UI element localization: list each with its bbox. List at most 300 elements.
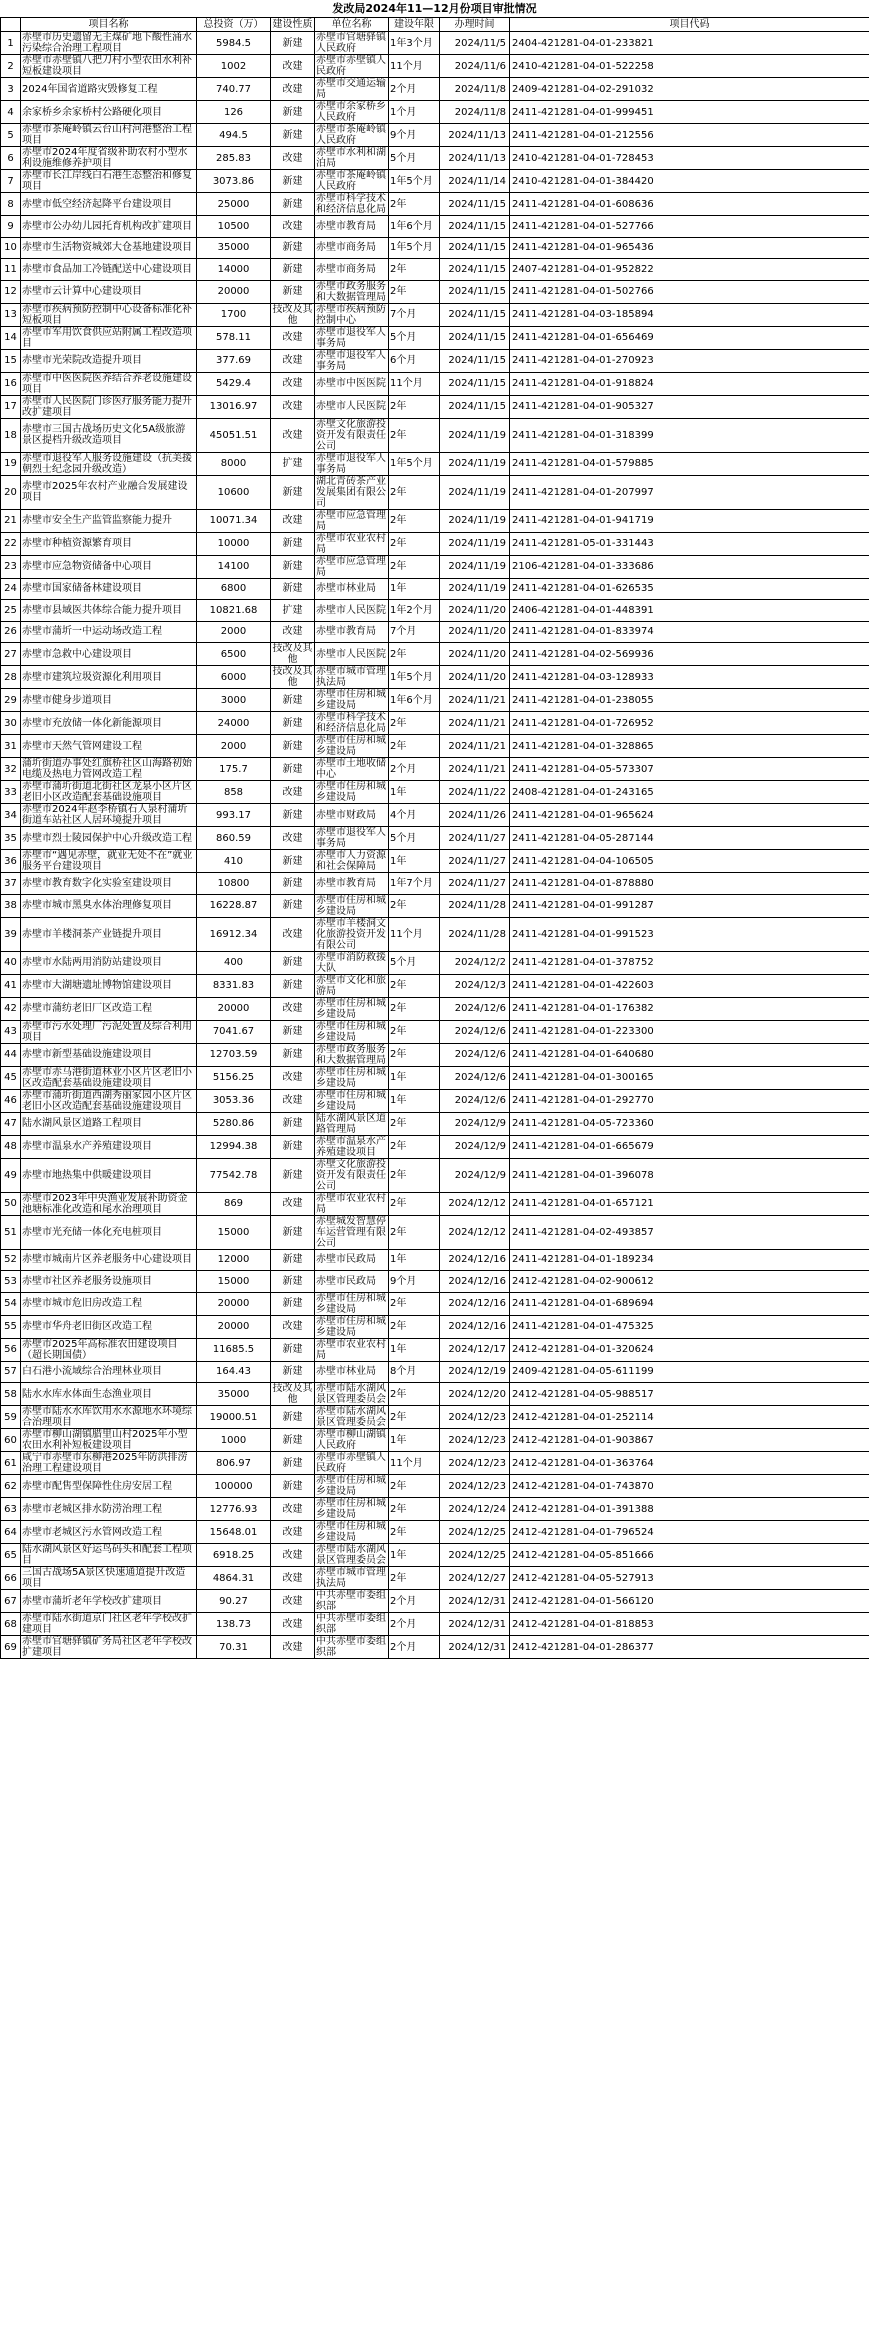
- cell-construction-period: 2年: [389, 418, 440, 452]
- cell-project-code: 2410-421281-04-01-522258: [510, 55, 869, 78]
- cell-unit-name: 赤壁市人力资源和社会保障局: [315, 850, 389, 873]
- cell-processing-date: 2024/12/25: [440, 1521, 510, 1544]
- table-row: [1, 101, 869, 124]
- cell-construction-type: 改建: [271, 827, 315, 850]
- cell-construction-period: 2年: [389, 1158, 440, 1192]
- cell-project-code: 2411-421281-04-05-573307: [510, 758, 869, 781]
- cell-construction-period: 1年: [389, 1249, 440, 1271]
- cell-project-code: 2411-421281-04-01-207997: [510, 475, 869, 509]
- cell-index: 34: [1, 804, 21, 827]
- cell-project-name: 赤壁市官塘驿镇矿务局社区老年学校改扩建项目: [21, 1636, 197, 1659]
- cell-total-investment: 24000: [197, 712, 271, 735]
- cell-project-name: 赤壁市蒲圻街道北街社区龙泉小区片区老旧小区改造配套基础设施项目: [21, 781, 197, 804]
- cell-project-code: 2411-421281-04-01-665679: [510, 1135, 869, 1158]
- cell-unit-name: 赤壁市商务局: [315, 237, 389, 259]
- cell-construction-period: 1年7个月: [389, 873, 440, 895]
- table-row: [1, 1406, 869, 1429]
- cell-index: 57: [1, 1361, 21, 1383]
- cell-unit-name: 赤壁市商务局: [315, 259, 389, 281]
- cell-construction-type: 新建: [271, 1452, 315, 1475]
- table-row: [1, 326, 869, 349]
- cell-unit-name: 赤壁市应急管理局: [315, 555, 389, 578]
- cell-project-name: 赤壁市赤马港街道林业小区片区老旧小区改造配套基础设施建设项目: [21, 1066, 197, 1089]
- cell-processing-date: 2024/11/8: [440, 78, 510, 101]
- cell-construction-period: 9个月: [389, 124, 440, 147]
- cell-construction-type: 改建: [271, 509, 315, 532]
- cell-total-investment: 806.97: [197, 1452, 271, 1475]
- cell-construction-type: 改建: [271, 418, 315, 452]
- cell-project-name: 赤壁市长江岸线白石港生态整治和修复项目: [21, 170, 197, 193]
- cell-unit-name: 赤壁市住房和城乡建设局: [315, 1521, 389, 1544]
- cell-total-investment: 90.27: [197, 1590, 271, 1613]
- cell-index: 60: [1, 1429, 21, 1452]
- cell-unit-name: 赤壁市中医医院: [315, 372, 389, 395]
- cell-processing-date: 2024/12/9: [440, 1112, 510, 1135]
- cell-construction-type: 改建: [271, 395, 315, 418]
- cell-project-code: 2411-421281-04-01-833974: [510, 621, 869, 643]
- cell-construction-period: 5个月: [389, 326, 440, 349]
- cell-construction-period: 2年: [389, 643, 440, 666]
- cell-unit-name: 赤壁市文化和旅游局: [315, 974, 389, 997]
- cell-project-code: 2106-421281-04-01-333686: [510, 555, 869, 578]
- cell-processing-date: 2024/12/23: [440, 1475, 510, 1498]
- cell-index: 67: [1, 1590, 21, 1613]
- cell-processing-date: 2024/11/26: [440, 804, 510, 827]
- table-row: [1, 1135, 869, 1158]
- cell-processing-date: 2024/12/20: [440, 1383, 510, 1406]
- cell-unit-name: 赤壁市消防救援大队: [315, 951, 389, 974]
- cell-construction-period: 2年: [389, 395, 440, 418]
- cell-total-investment: 175.7: [197, 758, 271, 781]
- cell-construction-period: 1年6个月: [389, 689, 440, 712]
- cell-processing-date: 2024/11/27: [440, 827, 510, 850]
- cell-project-code: 2412-421281-04-01-363764: [510, 1452, 869, 1475]
- table-row: [1, 555, 869, 578]
- cell-construction-type: 新建: [271, 578, 315, 600]
- cell-unit-name: 赤壁市官塘驿镇人民政府: [315, 32, 389, 55]
- cell-unit-name: 赤壁市住房和城乡建设局: [315, 689, 389, 712]
- table-row: [1, 32, 869, 55]
- cell-processing-date: 2024/11/21: [440, 735, 510, 758]
- table-header: [1, 18, 869, 32]
- cell-index: 51: [1, 1215, 21, 1249]
- cell-index: 20: [1, 475, 21, 509]
- table-row: [1, 1315, 869, 1338]
- cell-project-name: 赤壁市新型基础设施建设项目: [21, 1043, 197, 1066]
- cell-construction-type: 新建: [271, 894, 315, 917]
- cell-project-name: 赤壁市云计算中心建设项目: [21, 280, 197, 303]
- table-row: [1, 917, 869, 951]
- table-row: [1, 78, 869, 101]
- cell-index: 55: [1, 1315, 21, 1338]
- cell-project-code: 2409-421281-04-02-291032: [510, 78, 869, 101]
- cell-project-name: 2024年国省道路灾毁修复工程: [21, 78, 197, 101]
- cell-construction-type: 改建: [271, 349, 315, 372]
- cell-processing-date: 2024/11/20: [440, 621, 510, 643]
- cell-construction-type: 新建: [271, 1112, 315, 1135]
- cell-total-investment: 126: [197, 101, 271, 124]
- cell-construction-period: 2年: [389, 1521, 440, 1544]
- cell-project-name: 赤壁市建筑垃圾资源化利用项目: [21, 666, 197, 689]
- table-row: [1, 850, 869, 873]
- cell-construction-period: 2年: [389, 1498, 440, 1521]
- cell-total-investment: 2000: [197, 735, 271, 758]
- cell-construction-period: 5个月: [389, 951, 440, 974]
- cell-index: 36: [1, 850, 21, 873]
- cell-unit-name: 赤壁市住房和城乡建设局: [315, 1089, 389, 1112]
- cell-total-investment: 14100: [197, 555, 271, 578]
- cell-project-code: 2411-421281-04-01-656469: [510, 326, 869, 349]
- cell-project-name: 赤壁市配售型保障性住房安居工程: [21, 1475, 197, 1498]
- cell-construction-period: 2年: [389, 1135, 440, 1158]
- cell-construction-type: 改建: [271, 1567, 315, 1590]
- cell-project-code: 2410-421281-04-01-384420: [510, 170, 869, 193]
- cell-construction-period: 2年: [389, 974, 440, 997]
- document-title: 发改局2024年11—12月份项目审批情况: [332, 2, 537, 15]
- cell-construction-period: 5个月: [389, 147, 440, 170]
- table-row: [1, 804, 869, 827]
- cell-project-name: 赤壁市人民医院门诊医疗服务能力提升改扩建项目: [21, 395, 197, 418]
- cell-index: 14: [1, 326, 21, 349]
- cell-construction-period: 2年: [389, 193, 440, 216]
- cell-total-investment: 12000: [197, 1249, 271, 1271]
- cell-unit-name: 赤壁市财政局: [315, 804, 389, 827]
- cell-construction-period: 2年: [389, 1043, 440, 1066]
- cell-processing-date: 2024/11/15: [440, 326, 510, 349]
- cell-total-investment: 5984.5: [197, 32, 271, 55]
- cell-construction-period: 2年: [389, 1215, 440, 1249]
- cell-processing-date: 2024/12/12: [440, 1215, 510, 1249]
- cell-project-name: 赤壁市疾病预防控制中心设备标准化补短板项目: [21, 303, 197, 326]
- cell-total-investment: 5429.4: [197, 372, 271, 395]
- cell-project-name: 赤壁市温泉水产养殖建设项目: [21, 1135, 197, 1158]
- cell-construction-period: 1年: [389, 1089, 440, 1112]
- cell-unit-name: 赤壁市退役军人事务局: [315, 349, 389, 372]
- cell-total-investment: 19000.51: [197, 1406, 271, 1429]
- cell-project-code: 2411-421281-04-01-640680: [510, 1043, 869, 1066]
- cell-index: 27: [1, 643, 21, 666]
- table-row: [1, 1215, 869, 1249]
- cell-unit-name: 赤壁市土地收储中心: [315, 758, 389, 781]
- cell-project-code: 2411-421281-04-02-493857: [510, 1215, 869, 1249]
- cell-unit-name: 赤壁市林业局: [315, 578, 389, 600]
- cell-construction-type: 新建: [271, 712, 315, 735]
- cell-index: 46: [1, 1089, 21, 1112]
- cell-processing-date: 2024/11/20: [440, 643, 510, 666]
- cell-project-code: 2406-421281-04-01-448391: [510, 600, 869, 622]
- table-row: [1, 600, 869, 622]
- cell-unit-name: 赤壁市教育局: [315, 216, 389, 238]
- cell-total-investment: 740.77: [197, 78, 271, 101]
- cell-total-investment: 100000: [197, 1475, 271, 1498]
- cell-total-investment: 16228.87: [197, 894, 271, 917]
- cell-project-name: 赤壁市地热集中供暖建设项目: [21, 1158, 197, 1192]
- table-row: [1, 1043, 869, 1066]
- cell-total-investment: 2000: [197, 621, 271, 643]
- cell-construction-period: 1年: [389, 781, 440, 804]
- cell-processing-date: 2024/11/28: [440, 894, 510, 917]
- cell-processing-date: 2024/11/5: [440, 32, 510, 55]
- cell-total-investment: 138.73: [197, 1613, 271, 1636]
- cell-unit-name: 赤壁市应急管理局: [315, 509, 389, 532]
- cell-index: 39: [1, 917, 21, 951]
- cell-index: 35: [1, 827, 21, 850]
- cell-project-code: 2412-421281-04-01-320624: [510, 1338, 869, 1361]
- cell-project-code: 2411-421281-04-01-689694: [510, 1292, 869, 1315]
- cell-project-code: 2412-421281-04-05-988517: [510, 1383, 869, 1406]
- cell-processing-date: 2024/11/15: [440, 193, 510, 216]
- cell-index: 1: [1, 32, 21, 55]
- cell-project-code: 2411-421281-04-01-502766: [510, 280, 869, 303]
- cell-project-code: 2411-421281-04-01-726952: [510, 712, 869, 735]
- cell-construction-period: 2年: [389, 1292, 440, 1315]
- cell-construction-period: 2年: [389, 509, 440, 532]
- cell-construction-type: 新建: [271, 124, 315, 147]
- cell-total-investment: 3073.86: [197, 170, 271, 193]
- table-row: [1, 1383, 869, 1406]
- cell-unit-name: 赤壁市民政局: [315, 1249, 389, 1271]
- cell-construction-period: 2年: [389, 1112, 440, 1135]
- cell-construction-type: 新建: [271, 280, 315, 303]
- cell-processing-date: 2024/11/13: [440, 147, 510, 170]
- cell-total-investment: 3053.36: [197, 1089, 271, 1112]
- cell-processing-date: 2024/12/16: [440, 1249, 510, 1271]
- cell-index: 32: [1, 758, 21, 781]
- cell-processing-date: 2024/11/22: [440, 781, 510, 804]
- cell-processing-date: 2024/11/6: [440, 55, 510, 78]
- cell-unit-name: 赤壁市住房和城乡建设局: [315, 1292, 389, 1315]
- cell-index: 2: [1, 55, 21, 78]
- cell-unit-name: 赤壁市人民医院: [315, 643, 389, 666]
- cell-project-name: 赤壁市茶庵岭镇云台山村河港整治工程项目: [21, 124, 197, 147]
- cell-unit-name: 赤壁市赤壁镇人民政府: [315, 55, 389, 78]
- cell-unit-name: 赤壁市住房和城乡建设局: [315, 997, 389, 1020]
- cell-unit-name: 湖北青砖茶产业发展集团有限公司: [315, 475, 389, 509]
- cell-project-code: 2411-421281-04-01-579885: [510, 452, 869, 475]
- cell-total-investment: 1700: [197, 303, 271, 326]
- cell-unit-name: 赤壁市交通运输局: [315, 78, 389, 101]
- cell-construction-type: 新建: [271, 1475, 315, 1498]
- cell-construction-type: 新建: [271, 758, 315, 781]
- cell-index: 29: [1, 689, 21, 712]
- cell-index: 65: [1, 1544, 21, 1567]
- cell-total-investment: 25000: [197, 193, 271, 216]
- cell-index: 23: [1, 555, 21, 578]
- cell-construction-type: 改建: [271, 216, 315, 238]
- cell-unit-name: 赤壁市林业局: [315, 1361, 389, 1383]
- cell-processing-date: 2024/11/15: [440, 216, 510, 238]
- cell-construction-type: 改建: [271, 1315, 315, 1338]
- cell-unit-name: 中共赤壁市委组织部: [315, 1613, 389, 1636]
- header-processing-date: 办理时间: [440, 18, 510, 32]
- cell-construction-type: 改建: [271, 55, 315, 78]
- cell-processing-date: 2024/12/2: [440, 951, 510, 974]
- cell-project-name: 赤壁市充放储一体化新能源项目: [21, 712, 197, 735]
- cell-unit-name: 赤壁市民政局: [315, 1271, 389, 1293]
- cell-unit-name: 赤壁市科学技术和经济信息化局: [315, 712, 389, 735]
- cell-index: 6: [1, 147, 21, 170]
- cell-construction-type: 新建: [271, 193, 315, 216]
- cell-unit-name: 赤壁市温泉水产养殖建设项目: [315, 1135, 389, 1158]
- cell-construction-type: 新建: [271, 237, 315, 259]
- cell-project-code: 2411-421281-04-01-527766: [510, 216, 869, 238]
- cell-project-name: 赤壁市“遇见赤壁，就业无处不在”就业服务平台建设项目: [21, 850, 197, 873]
- cell-unit-name: 赤壁市陆水湖风景区管理委员会: [315, 1406, 389, 1429]
- cell-project-code: 2412-421281-04-01-286377: [510, 1636, 869, 1659]
- cell-processing-date: 2024/11/15: [440, 349, 510, 372]
- cell-index: 11: [1, 259, 21, 281]
- cell-index: 3: [1, 78, 21, 101]
- cell-project-code: 2411-421281-04-01-176382: [510, 997, 869, 1020]
- cell-project-name: 赤壁市国家储备林建设项目: [21, 578, 197, 600]
- cell-processing-date: 2024/11/20: [440, 666, 510, 689]
- cell-construction-period: 6个月: [389, 349, 440, 372]
- table-row: [1, 1544, 869, 1567]
- cell-total-investment: 10800: [197, 873, 271, 895]
- cell-index: 4: [1, 101, 21, 124]
- cell-index: 31: [1, 735, 21, 758]
- cell-processing-date: 2024/12/16: [440, 1271, 510, 1293]
- table-row: [1, 1429, 869, 1452]
- cell-construction-period: 2年: [389, 894, 440, 917]
- cell-construction-period: 1年: [389, 1066, 440, 1089]
- cell-index: 63: [1, 1498, 21, 1521]
- cell-construction-period: 2个月: [389, 1590, 440, 1613]
- cell-unit-name: 赤壁市退役军人事务局: [315, 326, 389, 349]
- table-row: [1, 170, 869, 193]
- cell-processing-date: 2024/11/19: [440, 418, 510, 452]
- cell-processing-date: 2024/12/16: [440, 1315, 510, 1338]
- cell-construction-type: 技改及其他: [272, 643, 313, 665]
- cell-construction-period: 11个月: [389, 1452, 440, 1475]
- cell-construction-period: 1年5个月: [389, 170, 440, 193]
- cell-construction-period: 2年: [389, 475, 440, 509]
- cell-processing-date: 2024/11/14: [440, 170, 510, 193]
- table-row: [1, 395, 869, 418]
- cell-index: 12: [1, 280, 21, 303]
- cell-construction-type: 扩建: [271, 452, 315, 475]
- cell-index: 5: [1, 124, 21, 147]
- table-row: [1, 712, 869, 735]
- cell-project-name: 咸宁市赤壁市东柳港2025年防洪排涝治理工程建设项目: [21, 1452, 197, 1475]
- cell-index: 64: [1, 1521, 21, 1544]
- cell-construction-period: 1年5个月: [389, 237, 440, 259]
- cell-construction-type: 扩建: [271, 600, 315, 622]
- table-row: [1, 1020, 869, 1043]
- cell-project-code: 2411-421281-04-01-270923: [510, 349, 869, 372]
- header-row: [1, 18, 869, 32]
- table-row: [1, 280, 869, 303]
- cell-project-name: 陆水湖风景区道路工程项目: [21, 1112, 197, 1135]
- cell-index: 54: [1, 1292, 21, 1315]
- cell-project-name: 赤壁市柳山湖镇腊里山村2025年小型农田水利补短板建设项目: [21, 1429, 197, 1452]
- cell-project-name: 陆水湖风景区好运鸟码头和配套工程项目: [21, 1544, 197, 1567]
- cell-total-investment: 377.69: [197, 349, 271, 372]
- cell-project-name: 赤壁市教育数字化实验室建设项目: [21, 873, 197, 895]
- cell-unit-name: 赤壁市茶庵岭镇人民政府: [315, 124, 389, 147]
- cell-construction-period: 2年: [389, 1406, 440, 1429]
- cell-construction-type: 新建: [271, 689, 315, 712]
- table-row: [1, 303, 869, 326]
- cell-unit-name: 赤壁市住房和城乡建设局: [315, 894, 389, 917]
- cell-project-name: 赤壁市蒲圻一中运动场改造工程: [21, 621, 197, 643]
- cell-total-investment: 20000: [197, 1315, 271, 1338]
- cell-index: 22: [1, 532, 21, 555]
- cell-construction-type: 新建: [271, 1406, 315, 1429]
- cell-index: 42: [1, 997, 21, 1020]
- cell-total-investment: 494.5: [197, 124, 271, 147]
- cell-processing-date: 2024/11/27: [440, 850, 510, 873]
- cell-project-code: 2412-421281-04-02-900612: [510, 1271, 869, 1293]
- cell-index: 56: [1, 1338, 21, 1361]
- cell-project-code: 2411-421281-04-01-905327: [510, 395, 869, 418]
- cell-processing-date: 2024/11/19: [440, 452, 510, 475]
- cell-total-investment: 77542.78: [197, 1158, 271, 1192]
- cell-project-code: 2411-421281-04-01-991287: [510, 894, 869, 917]
- cell-project-code: 2411-421281-04-01-941719: [510, 509, 869, 532]
- table-row: [1, 259, 869, 281]
- cell-construction-type: 新建: [271, 1215, 315, 1249]
- cell-construction-period: 2年: [389, 532, 440, 555]
- cell-total-investment: 20000: [197, 1292, 271, 1315]
- cell-processing-date: 2024/12/23: [440, 1406, 510, 1429]
- cell-unit-name: 赤壁市人民医院: [315, 600, 389, 622]
- cell-unit-name: 赤壁市农业农村局: [315, 1192, 389, 1215]
- cell-project-code: 2411-421281-04-01-328865: [510, 735, 869, 758]
- cell-construction-type: 改建: [271, 372, 315, 395]
- cell-project-name: 赤壁市生活物资城郊大仓基地建设项目: [21, 237, 197, 259]
- cell-index: 45: [1, 1066, 21, 1089]
- cell-construction-period: 2年: [389, 1383, 440, 1406]
- cell-project-name: 赤壁市城市危旧房改造工程: [21, 1292, 197, 1315]
- cell-project-code: 2411-421281-04-01-318399: [510, 418, 869, 452]
- table-row: [1, 951, 869, 974]
- cell-unit-name: 中共赤壁市委组织部: [315, 1590, 389, 1613]
- cell-project-code: 2411-421281-04-04-106505: [510, 850, 869, 873]
- header-project-name: 项目名称: [21, 18, 197, 32]
- cell-project-code: 2411-421281-04-01-396078: [510, 1158, 869, 1192]
- table-row: [1, 532, 869, 555]
- table-row: [1, 475, 869, 509]
- cell-total-investment: 400: [197, 951, 271, 974]
- cell-project-name: 赤壁市三国古战场历史文化5A级旅游景区提档升级改造项目: [21, 418, 197, 452]
- cell-construction-type: 新建: [271, 259, 315, 281]
- cell-project-name: 赤壁市烈士陵园保护中心升级改造工程: [21, 827, 197, 850]
- cell-construction-period: 2年: [389, 259, 440, 281]
- cell-project-name: 赤壁市水陆两用消防站建设项目: [21, 951, 197, 974]
- cell-project-code: 2411-421281-04-01-626535: [510, 578, 869, 600]
- cell-total-investment: 5156.25: [197, 1066, 271, 1089]
- cell-construction-period: 1个月: [389, 101, 440, 124]
- cell-construction-period: 2年: [389, 555, 440, 578]
- cell-construction-type: 新建: [271, 873, 315, 895]
- cell-processing-date: 2024/11/15: [440, 280, 510, 303]
- cell-project-name: 赤壁市种植资源繁育项目: [21, 532, 197, 555]
- table-row: [1, 349, 869, 372]
- cell-project-code: 2411-421281-04-01-238055: [510, 689, 869, 712]
- cell-unit-name: 赤壁市羊楼洞文化旅游投资开发有限公司: [315, 917, 389, 951]
- cell-unit-name: 赤壁市住房和城乡建设局: [315, 1475, 389, 1498]
- cell-unit-name: 赤壁市疾病预防控制中心: [315, 303, 389, 326]
- cell-index: 59: [1, 1406, 21, 1429]
- cell-processing-date: 2024/11/20: [440, 600, 510, 622]
- table-row: [1, 735, 869, 758]
- cell-unit-name: 赤壁市政务服务和大数据管理局: [315, 280, 389, 303]
- cell-construction-type: 新建: [271, 974, 315, 997]
- cell-project-code: 2411-421281-04-01-422603: [510, 974, 869, 997]
- cell-unit-name: 赤壁市政务服务和大数据管理局: [315, 1043, 389, 1066]
- cell-project-code: 2411-421281-04-01-991523: [510, 917, 869, 951]
